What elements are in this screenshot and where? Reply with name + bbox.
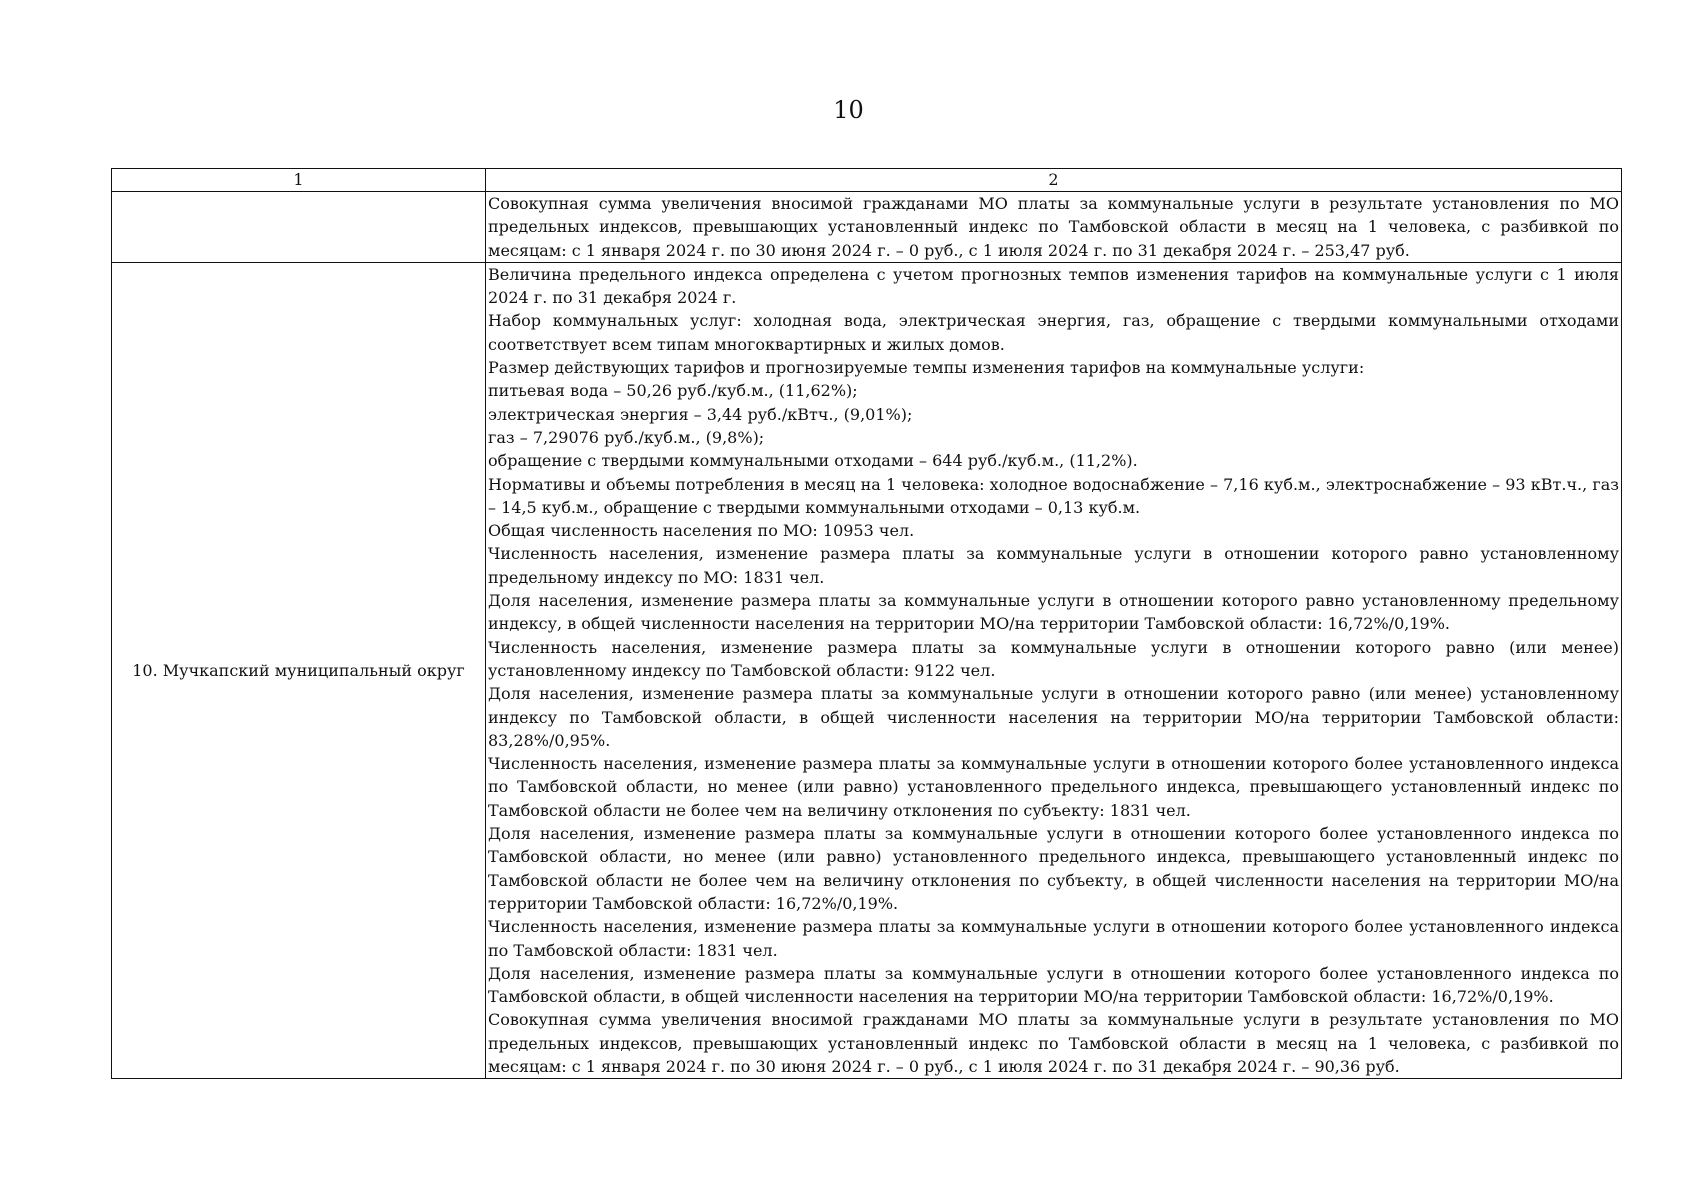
paragraph: Совокупная сумма увеличения вносимой гражданами МО платы за коммунальные услуги в результате установления по МО предельных индексов, превышающих установленный индекс по Тамбовской области в месяц на 1 человека, с разбивкой по месяцам: с 1 января 2024 г. по 30 июня 2024 г. – 0 руб., с 1 июля 2024 г. по 31 декабря 2024 г. – 90,36 руб. xyxy=(488,1010,1619,1076)
paragraph: питьевая вода – 50,26 руб./куб.м., (11,62%); xyxy=(488,381,858,401)
tariff-table xyxy=(111,168,1622,1079)
page-number: 10 xyxy=(833,96,864,124)
paragraph: Размер действующих тарифов и прогнозируемые темпы изменения тарифов на коммунальные услуги: xyxy=(488,358,1365,378)
table-row-continuation xyxy=(112,192,1622,263)
table-row-muchkap xyxy=(112,262,1622,1078)
paragraph: обращение с твердыми коммунальными отходами – 644 руб./куб.м., (11,2%). xyxy=(488,451,1138,471)
paragraph: Доля населения, изменение размера платы за коммунальные услуги в отношении которого более установленного индекса по Тамбовской области, в общей численности населения на территории МО/на территории Тамбовской области: 16,72%/0,19%. xyxy=(488,963,1619,1007)
paragraph: Нормативы и объемы потребления в месяц на 1 человека: холодное водоснабжение – 7,16 куб.м., электроснабжение – 93 кВт.ч., газ – 14,5 куб.м., обращение с твердыми коммунальными отходами – 0,13 куб.м. xyxy=(488,474,1619,517)
paragraph: электрическая энергия – 3,44 руб./кВтч., (9,01%); xyxy=(488,404,913,424)
district-name-cell xyxy=(112,192,486,263)
paragraph: Численность населения, изменение размера платы за коммунальные услуги в отношении которого более установленного индекса по Тамбовской области, но менее (или равно) установленного предельного индекса, превышающего установленный индекс по Тамбовской области не более чем на величину отклонения по субъекту: 1831 чел. xyxy=(488,754,1619,820)
description-cell xyxy=(486,262,1622,1078)
paragraph: Численность населения, изменение размера платы за коммунальные услуги в отношении которого равно (или менее) установленному индексу по Тамбовской области: 9122 чел. xyxy=(488,637,1619,680)
table-header-row xyxy=(112,169,1622,192)
paragraph: Набор коммунальных услуг: холодная вода, электрическая энергия, газ, обращение с твердыми коммунальными отходами соответствует всем типам многоквартирных и жилых домов. xyxy=(488,311,1619,354)
district-name-cell: 10. Мучкапский муниципальный округ xyxy=(112,262,486,1078)
paragraph: Доля населения, изменение размера платы за коммунальные услуги в отношении которого более установленного индекса по Тамбовской области, но менее (или равно) установленного предельного индекса, превышающего установленный индекс по Тамбовской области не более чем на величину отклонения по субъекту, в общей численности населения на территории МО/на территории Тамбовской области: 16,72%/0,19%. xyxy=(488,824,1619,913)
paragraph: Совокупная сумма увеличения вносимой гражданами МО платы за коммунальные услуги в результате установления по МО предельных индексов, превышающих установленный индекс по Тамбовской области в месяц на 1 человека, с разбивкой по месяцам: с 1 января 2024 г. по 30 июня 2024 г. – 0 руб., с 1 июля 2024 г. по 31 декабря 2024 г. – 253,47 руб. xyxy=(488,194,1619,260)
paragraph: Численность населения, изменение размера платы за коммунальные услуги в отношении которого более установленного индекса по Тамбовской области: 1831 чел. xyxy=(488,917,1619,960)
column-header-1: 1 xyxy=(112,169,486,192)
paragraph: Величина предельного индекса определена с учетом прогнозных темпов изменения тарифов на коммунальные услуги с 1 июля 2024 г. по 31 декабря 2024 г. xyxy=(488,264,1619,308)
paragraph: газ – 7,29076 руб./куб.м., (9,8%); xyxy=(488,427,765,447)
description-cell xyxy=(486,192,1622,263)
paragraph: Доля населения, изменение размера платы за коммунальные услуги в отношении которого равно (или менее) установленному индексу по Тамбовской области, в общей численности населения на территории МО/на территории Тамбовской области: 83,28%/0,95%. xyxy=(488,684,1619,750)
paragraph: Доля населения, изменение размера платы за коммунальные услуги в отношении которого равно установленному предельному индексу, в общей численности населения на территории МО/на территории Тамбовской области: 16,72%/0,19%. xyxy=(488,591,1619,634)
paragraph: Численность населения, изменение размера платы за коммунальные услуги в отношении которого равно установленному предельному индексу по МО: 1831 чел. xyxy=(488,544,1619,587)
paragraph: Общая численность населения по МО: 10953 чел. xyxy=(488,521,915,541)
column-header-2: 2 xyxy=(486,169,1622,192)
